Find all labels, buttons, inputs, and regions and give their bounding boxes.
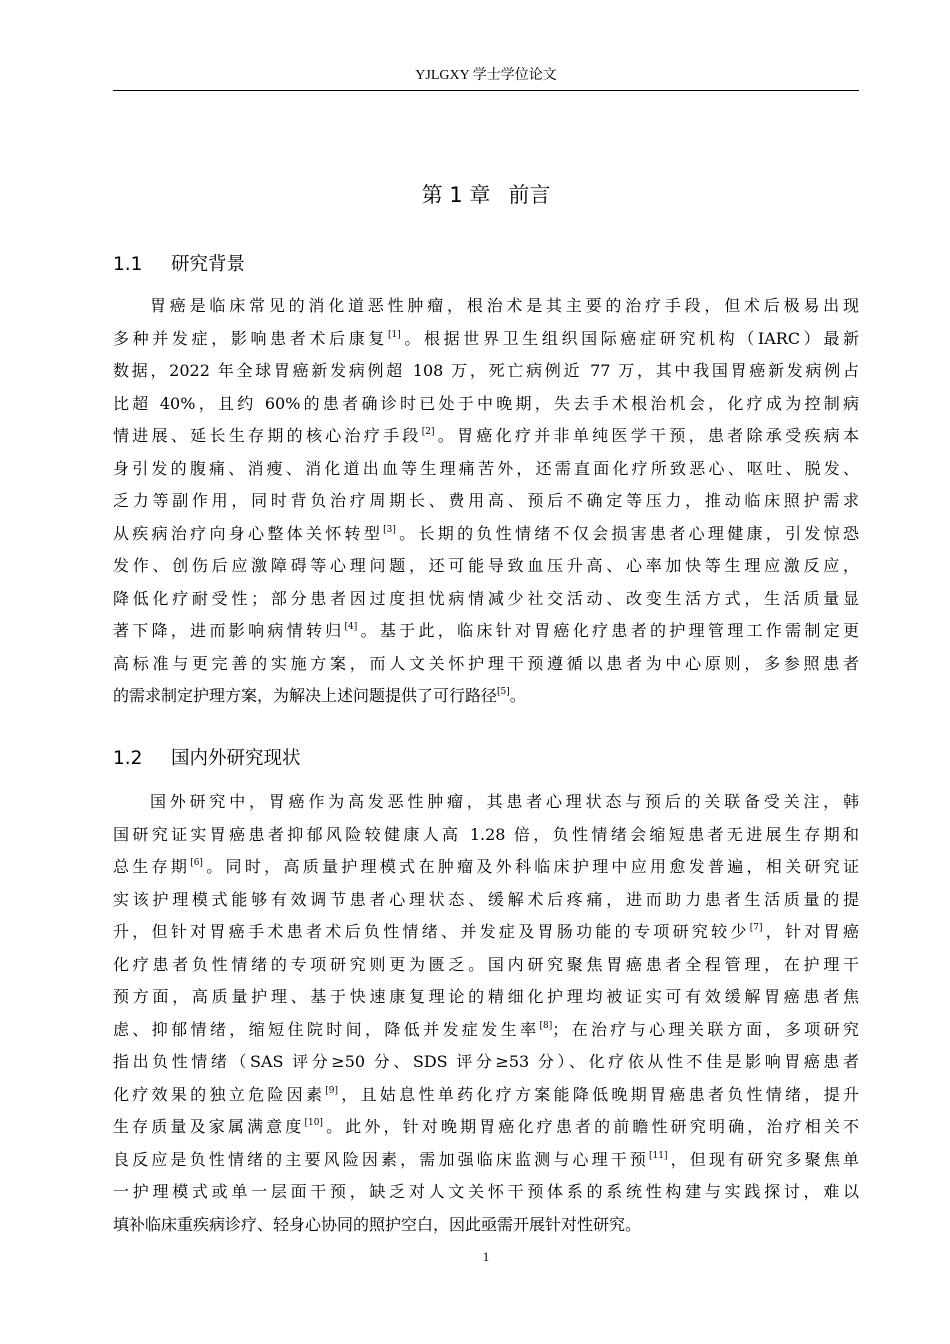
section-title: 国内外研究现状: [171, 748, 301, 769]
text-run: 升，但针对胃癌手术患者术后负性情绪、并发症及胃肠功能的专项研究较少: [113, 922, 750, 941]
paragraph-line: [113, 583, 859, 616]
text-run: 一护理模式或单一层面干预，缺乏对人文关怀干预体系的系统性构建与实践探讨，难以: [113, 1182, 859, 1201]
text-run: 。长期的负性情绪不仅会损害患者心理健康，引发惊恐: [395, 523, 859, 543]
paragraph-line: [113, 1046, 859, 1079]
text-run: 数据，2022 年全球胃癌新发病例超 108 万，死亡病例近 77 万，其中我国胃癌新发病例占: [113, 361, 859, 380]
text-run: 乏力等副作用，同时背负治疗周期长、费用高、预后不确定等压力，推动临床照护需求: [113, 491, 859, 510]
text-run: 总生存期: [113, 857, 191, 876]
text-run: 著下降，进而影响病情转归: [113, 621, 345, 640]
paragraph-line: [113, 420, 859, 453]
paragraph-line: [113, 290, 859, 323]
text-run: 从疾病治疗向身心整体关怀转型: [113, 523, 384, 543]
paragraph-line: [113, 518, 859, 551]
paragraph-line: [113, 916, 859, 949]
paragraph-line: [113, 851, 859, 884]
text-run: 比超 40%，且约 60%的患者确诊时已处于中晚期，失去手术根治机会，化疗成为控制病: [113, 393, 859, 413]
text-run: ，针对胃癌: [762, 922, 859, 941]
text-run: 多种并发症，影响患者术后康复: [113, 328, 388, 348]
paragraph-line: [113, 981, 859, 1014]
text-run: 填补临床重疾病诊疗、轻身心协同的照护空白，因此亟需开展针对性研究。: [113, 1214, 642, 1234]
paragraph-line: [113, 453, 859, 486]
text-run: 生存质量及家属满意度: [113, 1117, 305, 1136]
citation-marker: [7]: [749, 923, 763, 933]
body-paragraph-research-status: [113, 786, 859, 1241]
text-run: ，但现有研究多聚焦单: [667, 1149, 859, 1169]
paragraph-line: [113, 680, 859, 713]
text-run: 降低化疗耐受性；部分患者因过度担忧病情减少社交活动、改变生活方式，生活质量显: [113, 588, 859, 608]
text-run: 。根据世界卫生组织国际癌症研究机构（IARC）最新: [400, 328, 859, 348]
text-run: 。此外，针对晚期胃癌化疗患者的前瞻性研究明确，治疗相关不: [322, 1117, 859, 1136]
section-title: 研究背景: [171, 254, 246, 275]
text-run: 良反应是负性情绪的主要风险因素，需加强临床监测与心理干预: [113, 1149, 650, 1169]
citation-marker: [2]: [421, 427, 435, 437]
text-run: 身引发的腹痛、消瘦、消化道出血等生理痛苦外，还需直面化疗所致恶心、呕吐、脱发、: [113, 458, 859, 478]
paragraph-line: [113, 819, 859, 852]
paragraph-line: [113, 615, 859, 648]
text-run: 。胃癌化疗并非单纯医学干预，患者除承受疾病本: [434, 426, 859, 445]
text-run: 情进展、延长生存期的核心治疗手段: [113, 426, 422, 445]
chapter-number: 第 1 章: [421, 183, 491, 207]
paragraph-line: [113, 786, 859, 819]
paragraph-line: [113, 648, 859, 681]
chapter-title: [113, 178, 859, 212]
citation-marker: [3]: [383, 524, 396, 535]
citation-marker: [5]: [497, 687, 510, 697]
paragraph-line: [113, 1209, 859, 1242]
text-run: 化疗效果的独立危险因素: [113, 1084, 326, 1104]
paragraph-line: [113, 388, 859, 421]
text-run: ；在治疗与心理关联方面，多项研究: [552, 1019, 859, 1039]
chapter-title-text: 前言: [508, 183, 551, 207]
text-run: 的需求制定护理方案，为解决上述问题提供了可行路径: [113, 686, 498, 705]
text-run: 。同时，高质量护理模式在肿瘤及外科临床护理中应用愈发普遍，相关研究证: [202, 857, 859, 876]
paragraph-line: [113, 485, 859, 518]
citation-marker: [9]: [325, 1085, 338, 1096]
text-run: 发作、创伤后应激障碍等心理问题，还可能导致血压升高、心率加快等生理应激反应，: [113, 556, 859, 575]
text-run: 胃癌是临床常见的消化道恶性肿瘤，根治术是其主要的治疗手段，但术后极易出现: [150, 296, 859, 315]
paragraph-line: [113, 355, 859, 388]
text-run: 化疗患者负性情绪的专项研究则更为匮乏。国内研究聚焦胃癌患者全程管理，在护理干: [113, 954, 859, 974]
paragraph-line: [113, 1144, 859, 1177]
paragraph-line: [113, 1176, 859, 1209]
running-header: YJLGXY 学士学位论文: [415, 68, 557, 83]
citation-marker: [8]: [539, 1020, 553, 1031]
section-heading-1-2: [113, 744, 859, 774]
text-run: 指出负性情绪（SAS 评分≥50 分、SDS 评分≥53 分）、化疗依从性不佳是影响胃癌患者: [113, 1052, 859, 1071]
text-run: 国外研究中，胃癌作为高发恶性肿瘤，其患者心理状态与预后的关联备受关注，韩: [150, 792, 859, 811]
citation-marker: [11]: [649, 1150, 668, 1161]
citation-marker: [1]: [387, 329, 401, 340]
paragraph-line: [113, 1079, 859, 1112]
paragraph-line: [113, 550, 859, 583]
paragraph-line: [113, 1014, 859, 1047]
text-run: 虑、抑郁情绪，缩短住院时间，降低并发症发生率: [113, 1019, 540, 1039]
text-run: 实该护理模式能够有效调节患者心理状态、缓解术后疼痛，进而助力患者生活质量的提: [113, 889, 859, 909]
citation-marker: [6]: [190, 858, 203, 868]
text-run: 。: [509, 686, 526, 705]
section-number: 1.1: [113, 254, 143, 275]
text-run: 高标准与更完善的实施方案，而人文关怀护理干预遵循以患者为中心原则，多参照患者: [113, 653, 859, 673]
page-number: 1: [482, 1249, 490, 1264]
paragraph-line: [113, 323, 859, 356]
section-heading-1-1: [113, 250, 859, 280]
header-rule: [113, 90, 859, 91]
text-run: 国研究证实胃癌患者抑郁风险较健康人高 1.28 倍，负性情绪会缩短患者无进展生存期和: [113, 824, 859, 844]
text-run: 预方面，高质量护理、基于快速康复理论的精细化护理均被证实可有效缓解胃癌患者焦: [113, 987, 859, 1006]
paragraph-line: [113, 1111, 859, 1144]
paragraph-line: [113, 949, 859, 982]
text-run: ，且姑息性单药化疗方案能降低晚期胃癌患者负性情绪，提升: [338, 1084, 859, 1104]
body-paragraph-background: [113, 290, 859, 713]
section-number: 1.2: [113, 748, 143, 769]
citation-marker: [4]: [344, 622, 358, 632]
text-run: 。基于此，临床针对胃癌化疗患者的护理管理工作需制定更: [357, 621, 859, 640]
paragraph-line: [113, 884, 859, 917]
citation-marker: [10]: [304, 1118, 323, 1128]
